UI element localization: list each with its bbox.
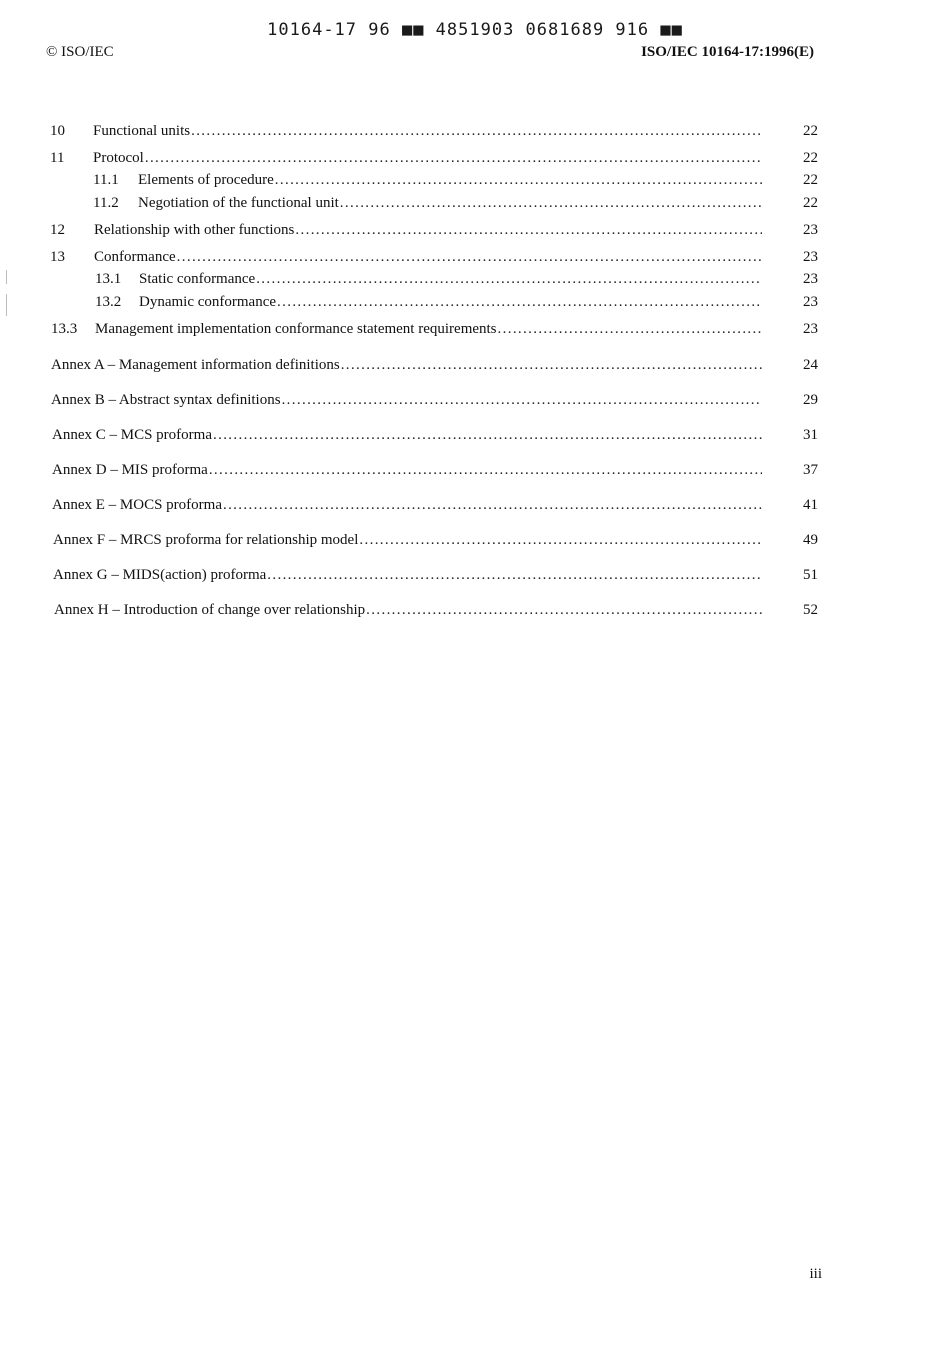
toc-entry-page: 22 xyxy=(803,150,818,166)
toc-entry-number: 13.3 xyxy=(51,321,78,337)
dot-leader xyxy=(366,600,762,620)
header-copyright: © ISO/IEC xyxy=(46,44,114,60)
dot-leader xyxy=(267,565,762,585)
toc-entry[interactable] xyxy=(0,319,950,339)
toc-entry-page: 49 xyxy=(803,532,818,548)
dot-leader xyxy=(223,495,762,515)
toc-entry-number: 13.1 xyxy=(95,271,122,287)
dot-leader xyxy=(256,269,762,289)
toc-entry-title: Annex E – MOCS proforma xyxy=(52,497,222,513)
dot-leader xyxy=(498,319,762,339)
toc-entry[interactable] xyxy=(0,565,950,585)
toc-entry[interactable] xyxy=(0,530,950,550)
toc-entry[interactable] xyxy=(0,121,950,141)
toc-entry-page: 37 xyxy=(803,462,818,478)
toc-entry-title: Annex C – MCS proforma xyxy=(52,427,212,443)
toc-entry-number: 13 xyxy=(50,249,65,265)
toc-entry-page: 41 xyxy=(803,497,818,513)
toc-entry-page: 51 xyxy=(803,567,818,583)
toc-entry-page: 52 xyxy=(803,602,818,618)
toc-entry-title: Functional units xyxy=(93,123,191,139)
toc-entry[interactable] xyxy=(0,193,950,213)
toc-entry-title: Management implementation conformance statement requirements xyxy=(95,321,497,337)
toc-entry[interactable] xyxy=(0,269,950,289)
toc-entry[interactable] xyxy=(0,425,950,445)
dot-leader xyxy=(282,390,762,410)
toc-entry-page: 24 xyxy=(803,357,818,373)
dot-leader xyxy=(340,193,762,213)
toc-entry-number: 10 xyxy=(50,123,65,139)
dot-leader xyxy=(359,530,762,550)
toc-entry-title: Annex G – MIDS(action) proforma xyxy=(53,567,267,583)
toc-entry[interactable] xyxy=(0,247,950,267)
toc-entry-number: 12 xyxy=(50,222,65,238)
toc-entry[interactable] xyxy=(0,292,950,312)
toc-entry-title: Protocol xyxy=(93,150,144,166)
toc-entry-number: 11 xyxy=(50,150,65,166)
toc-entry-page: 22 xyxy=(803,123,818,139)
toc-entry-title: Annex B – Abstract syntax definitions xyxy=(51,392,281,408)
header-standard-id: ISO/IEC 10164-17:1996(E) xyxy=(641,44,814,60)
toc-entry[interactable] xyxy=(0,390,950,410)
toc-entry[interactable] xyxy=(0,170,950,190)
page-number: iii xyxy=(809,1266,822,1282)
toc-entry-title: Conformance xyxy=(94,249,176,265)
toc-entry-page: 23 xyxy=(803,222,818,238)
toc-entry-number: 13.2 xyxy=(95,294,122,310)
barcode-line: 10164-17 96 ■■ 4851903 0681689 916 ■■ xyxy=(267,20,683,40)
toc-entry-title: Static conformance xyxy=(139,271,256,287)
toc-entry-title: Annex H – Introduction of change over relationship xyxy=(54,602,366,618)
toc-entry[interactable] xyxy=(0,460,950,480)
dot-leader xyxy=(191,121,762,141)
toc-entry-page: 23 xyxy=(803,249,818,265)
dot-leader xyxy=(295,220,762,240)
toc-entry-title: Annex A – Management information definitions xyxy=(51,357,340,373)
toc-entry[interactable] xyxy=(0,148,950,168)
toc-entry-page: 22 xyxy=(803,172,818,188)
toc-entry[interactable] xyxy=(0,355,950,375)
toc-entry[interactable] xyxy=(0,220,950,240)
toc-entry-page: 23 xyxy=(803,271,818,287)
toc-entry-page: 31 xyxy=(803,427,818,443)
toc-entry-title: Negotiation of the functional unit xyxy=(138,195,339,211)
toc-entry-page: 23 xyxy=(803,321,818,337)
dot-leader xyxy=(277,292,762,312)
toc-entry-title: Annex F – MRCS proforma for relationship model xyxy=(53,532,359,548)
dot-leader xyxy=(145,148,762,168)
toc-entry-title: Relationship with other functions xyxy=(94,222,295,238)
dot-leader xyxy=(209,460,762,480)
dot-leader xyxy=(275,170,762,190)
toc-entry-page: 23 xyxy=(803,294,818,310)
toc-entry-title: Dynamic conformance xyxy=(139,294,277,310)
toc-entry-title: Annex D – MIS proforma xyxy=(52,462,208,478)
dot-leader xyxy=(341,355,762,375)
toc-entry[interactable] xyxy=(0,600,950,620)
toc-entry-title: Elements of procedure xyxy=(138,172,274,188)
dot-leader xyxy=(177,247,762,267)
toc-entry-page: 22 xyxy=(803,195,818,211)
toc-entry-number: 11.1 xyxy=(93,172,119,188)
toc-entry-number: 11.2 xyxy=(93,195,119,211)
toc-entry[interactable] xyxy=(0,495,950,515)
dot-leader xyxy=(213,425,762,445)
toc-entry-page: 29 xyxy=(803,392,818,408)
